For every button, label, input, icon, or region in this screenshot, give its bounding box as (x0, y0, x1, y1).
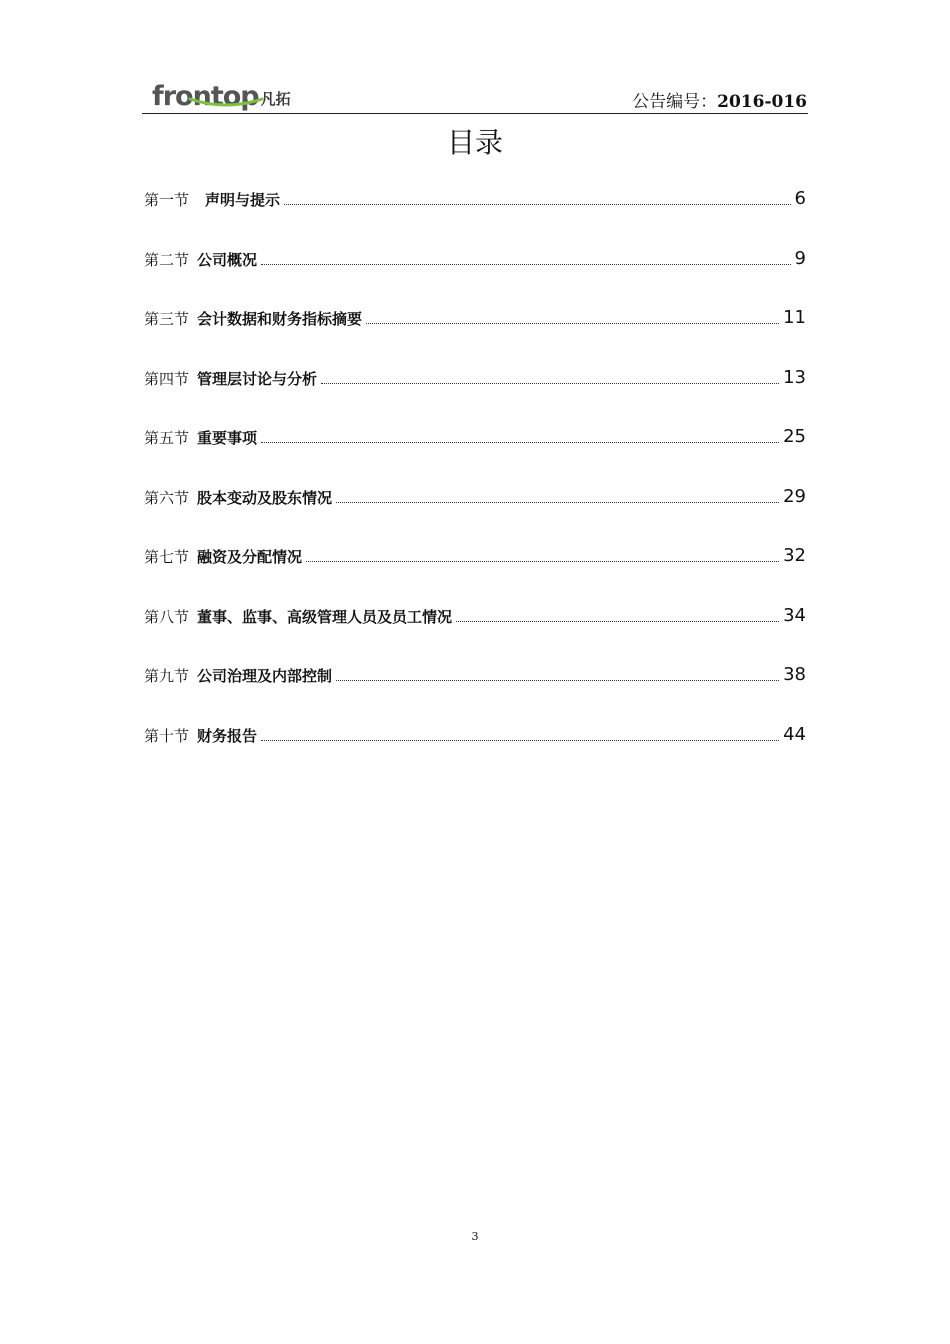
header-divider (142, 113, 808, 114)
toc-page-number: 44 (783, 723, 806, 745)
toc-section-heading: 融资及分配情况 (197, 548, 303, 566)
toc-entry[interactable] (144, 186, 806, 210)
toc-dot-leader (321, 382, 779, 384)
toc-section-heading: 管理层讨论与分析 (197, 369, 318, 388)
toc-entry[interactable] (144, 305, 806, 329)
toc-section-number: 第四节 (144, 369, 190, 388)
toc-dot-leader (261, 441, 779, 443)
logo-wordmark: frontop (152, 81, 259, 112)
announcement-number-value: 2016-016 (717, 92, 807, 112)
logo-chinese-mark: 凡拓 (260, 90, 291, 108)
toc-section-heading: 公司概况 (197, 250, 258, 269)
toc-page-number: 6 (794, 188, 806, 209)
toc-entry[interactable] (144, 543, 806, 567)
toc-dot-leader (284, 203, 791, 205)
toc-section-heading: 声明与提示 (205, 191, 281, 209)
toc-section-number: 第九节 (144, 667, 190, 685)
toc-page-number: 13 (783, 366, 806, 388)
toc-section-heading: 公司治理及内部控制 (197, 667, 333, 685)
toc-page-number: 29 (783, 485, 806, 507)
toc-section-number: 第八节 (144, 607, 190, 626)
toc-entry[interactable] (144, 424, 806, 448)
toc-section-heading: 董事、监事、高级管理人员及员工情况 (197, 607, 453, 626)
toc-page-number: 9 (794, 247, 806, 269)
toc-page-number: 11 (783, 307, 806, 328)
toc-section-number: 第七节 (144, 548, 190, 566)
toc-dot-leader (366, 322, 779, 324)
toc-page-number: 34 (783, 604, 806, 626)
toc-page-number: 32 (783, 545, 806, 566)
toc-entry[interactable] (144, 722, 806, 746)
toc-section-number: 第十节 (144, 726, 190, 745)
toc-section-number: 第一节 (144, 191, 190, 209)
toc-section-number: 第六节 (144, 488, 190, 507)
toc-entry[interactable] (144, 484, 806, 508)
toc-title: 目录 (446, 126, 503, 159)
toc-dot-leader (261, 739, 779, 741)
toc-dot-leader (261, 263, 791, 265)
toc-dot-leader (336, 501, 779, 503)
announcement-number-label: 公告编号： (632, 92, 718, 112)
toc-section-heading: 重要事项 (197, 429, 258, 447)
logo-swoosh-icon (188, 97, 264, 109)
company-logo (152, 66, 291, 110)
toc-section-number: 第三节 (144, 310, 190, 328)
page-number: 3 (471, 1230, 479, 1243)
toc-dot-leader (456, 620, 779, 622)
toc-dot-leader (336, 679, 779, 681)
toc-entry[interactable] (144, 603, 806, 627)
toc-page-number: 25 (783, 426, 806, 447)
toc-entry[interactable] (144, 246, 806, 270)
toc-section-heading: 股本变动及股东情况 (197, 488, 333, 507)
toc-page-number: 38 (783, 664, 806, 685)
toc-entry[interactable] (144, 365, 806, 389)
toc-dot-leader (306, 560, 779, 562)
announcement-number (632, 87, 807, 112)
toc-section-heading: 财务报告 (197, 726, 258, 745)
toc-section-heading: 会计数据和财务指标摘要 (197, 310, 363, 328)
toc-entry[interactable] (144, 662, 806, 686)
toc-section-number: 第二节 (144, 250, 190, 269)
toc-section-number: 第五节 (144, 429, 190, 447)
